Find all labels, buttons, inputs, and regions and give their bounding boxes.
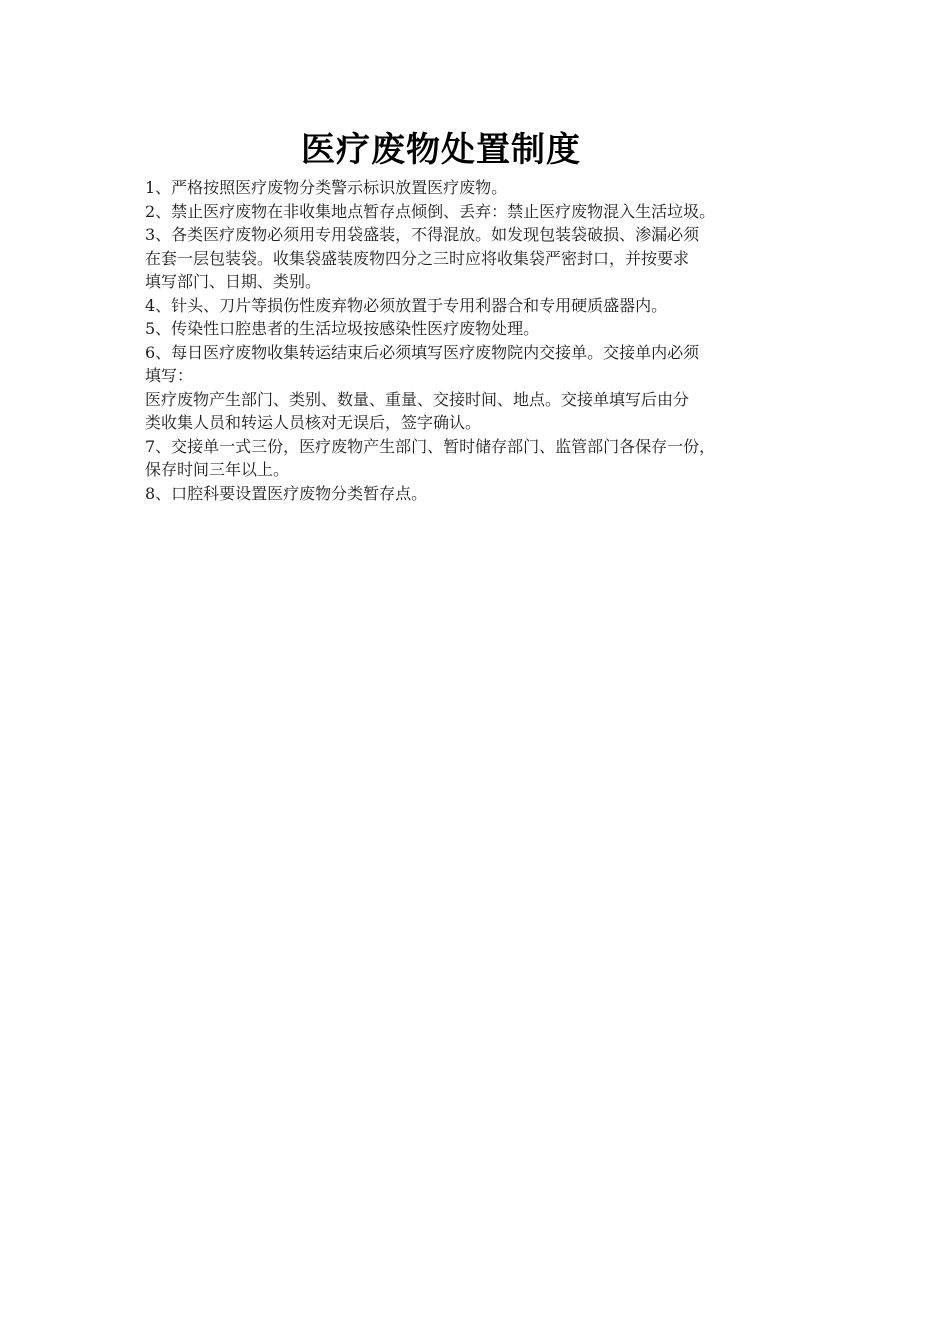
- rule-6-line-2: 填写：: [145, 366, 194, 385]
- rule-3-line-3: 填写部门、日期、类别。: [145, 272, 322, 291]
- rule-8-line: 8、口腔科要设置医疗废物分类暂存点。: [145, 483, 428, 503]
- rule-3-line-2: 在套一层包装袋。收集袋盛装废物四分之三时应将收集袋严密封口，并按要求: [145, 248, 690, 268]
- rule-1-line: 1、严格按照医疗废物分类警示标识放置医疗废物。: [145, 178, 508, 197]
- rule-5-line: 5、传染性口腔患者的生活垃圾按感染性医疗废物处理。: [145, 319, 540, 338]
- rule-6-detail-line-1: 医疗废物产生部门、类别、数量、重量、交接时间、地点。交接单填写后由分: [145, 389, 690, 409]
- rule-3-line-1: 3、各类医疗废物必须用专用袋盛装，不得混放。如发现包装袋破损、渗漏必须: [145, 225, 700, 244]
- rule-2-line: 2、禁止医疗废物在非收集地点暂存点倾倒、丢弃：禁止医疗废物混入生活垃圾。: [145, 201, 716, 221]
- rule-4-line: 4、针头、刀片等损伤性废弃物必须放置于专用利器合和专用硬质盛器内。: [145, 295, 668, 315]
- document-body: [145, 176, 825, 505]
- rule-7-line-2: 保存时间三年以上。: [145, 460, 290, 479]
- rule-7-line-1: 7、交接单一式三份，医疗废物产生部门、暂时储存部门、监管部门各保存一份，: [145, 436, 716, 456]
- document-title: 医疗废物处置制度: [301, 130, 581, 170]
- rule-6-line-1: 6、每日医疗废物收集转运结束后必须填写医疗废物院内交接单。交接单内必须: [145, 342, 700, 362]
- rule-6-detail-line-2: 类收集人员和转运人员核对无误后，签字确认。: [145, 413, 482, 432]
